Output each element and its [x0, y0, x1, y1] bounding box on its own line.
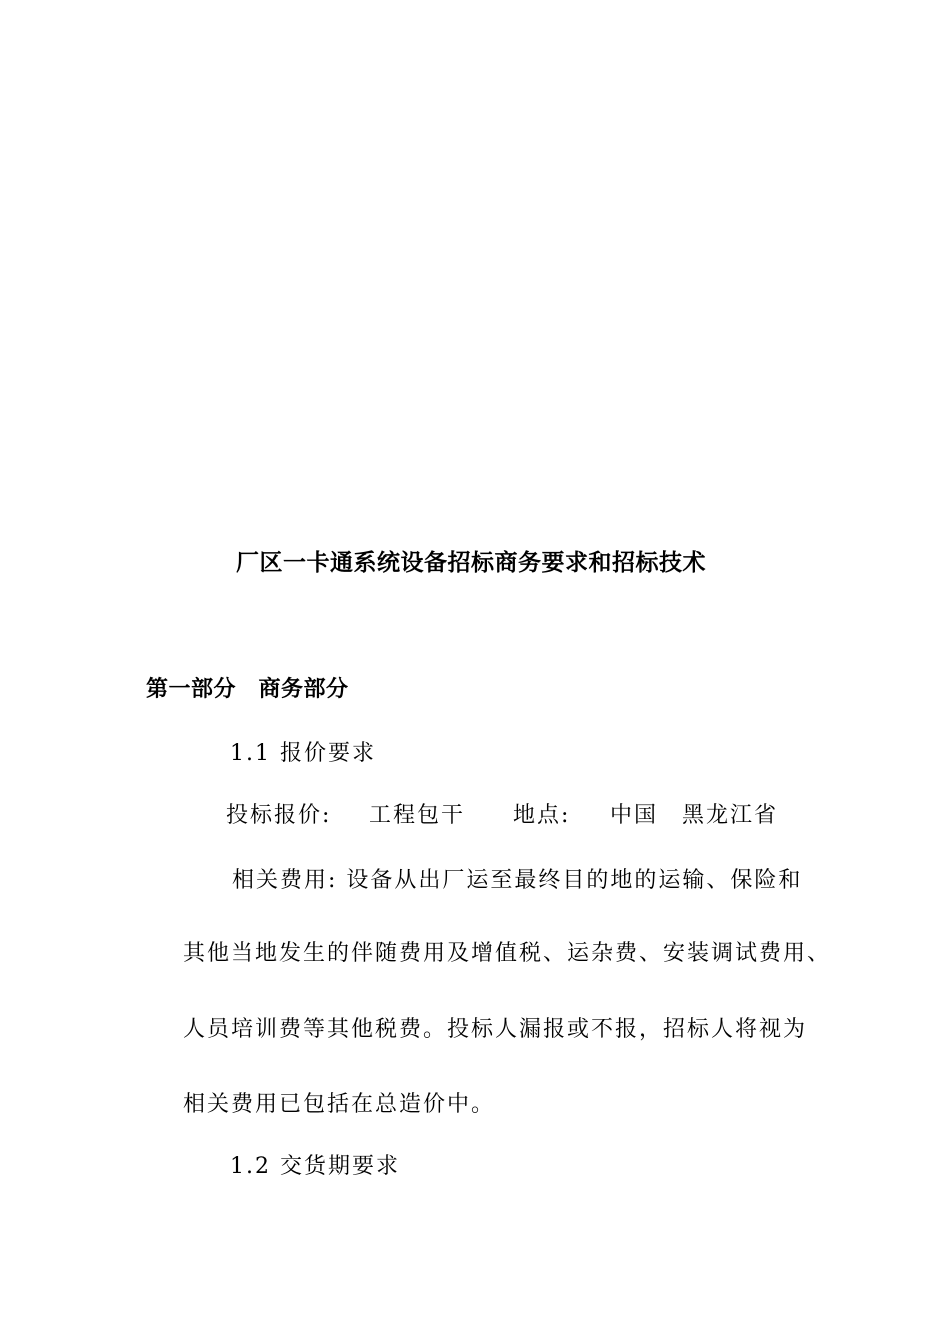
section-heading-1-1: 1.1 报价要求 — [230, 741, 376, 766]
paragraph-line: 相关费用已包括在总造价中。 — [183, 1092, 496, 1117]
paragraph-line: 相关费用: 设备从出厂运至最终目的地的运输、保险和 — [232, 868, 803, 893]
quote-label: 投标报价: — [226, 803, 332, 828]
part-heading: 第一部分 商务部分 — [146, 676, 349, 702]
section-heading-1-2: 1.2 交货期要求 — [230, 1154, 400, 1179]
document-title: 厂区一卡通系统设备招标商务要求和招标技术 — [236, 549, 706, 576]
paragraph-line: 人员培训费等其他税费。投标人漏报或不报，招标人将视为 — [183, 1017, 808, 1042]
paragraph-line: 其他当地发生的伴随费用及增值税、运杂费、安装调试费用、 — [183, 941, 832, 966]
location-label: 地点: — [513, 803, 571, 828]
location-value: 中国 黑龙江省 — [610, 803, 779, 828]
quote-value: 工程包干 — [369, 803, 466, 828]
